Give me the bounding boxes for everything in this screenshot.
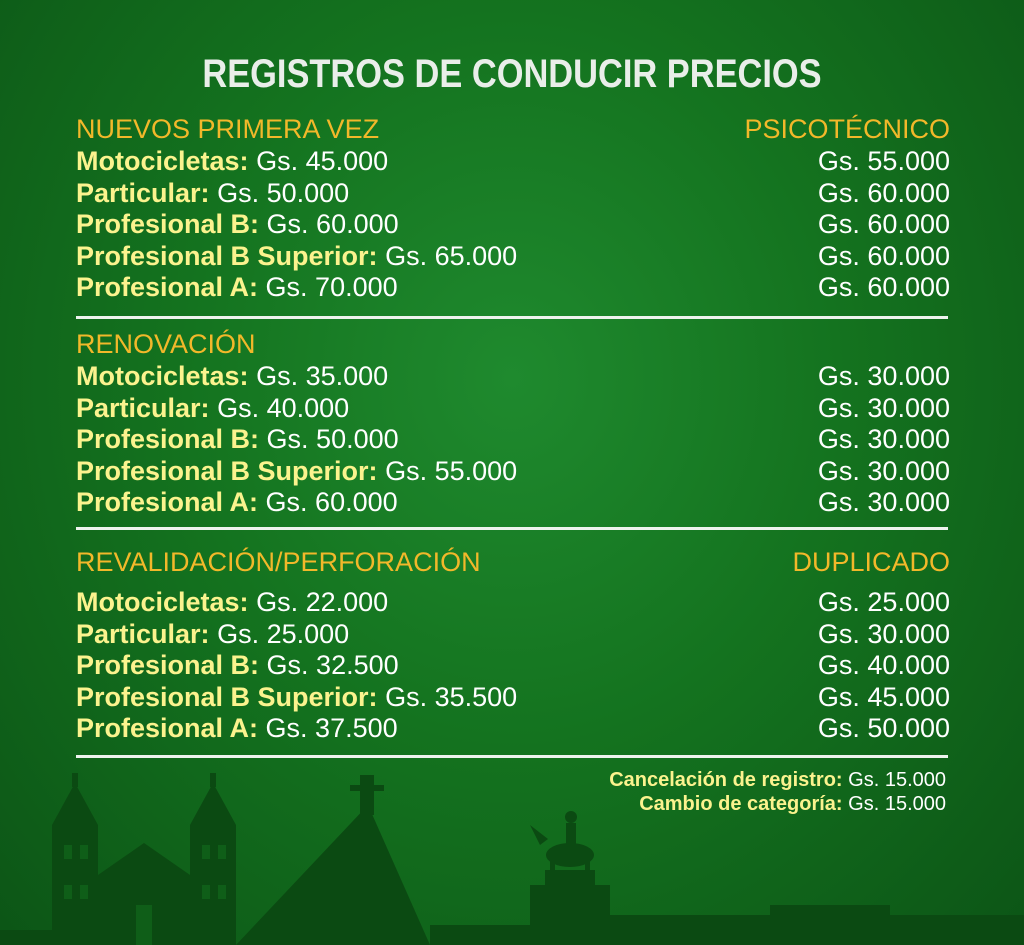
- right-price: Gs. 60.000: [817, 177, 950, 208]
- category-label: Particular:: [76, 177, 210, 208]
- price-row: [76, 272, 950, 304]
- category-price: Gs. 65.000: [385, 240, 518, 271]
- category-price: Gs. 37.500: [265, 713, 398, 743]
- section-divider: [76, 316, 948, 319]
- price-row: [76, 456, 950, 488]
- right-price: Gs. 30.000: [817, 455, 950, 486]
- category-price: Gs. 32.500: [266, 650, 399, 680]
- category-label: Motocicletas:: [76, 146, 249, 176]
- category-label: Particular:: [76, 618, 210, 649]
- category-price: Gs. 50.000: [217, 177, 350, 208]
- category-label: Profesional B Superior:: [76, 455, 378, 486]
- right-price: Gs. 60.000: [817, 240, 950, 271]
- right-price: Gs. 40.000: [817, 650, 950, 680]
- page-title: REGISTROS DE CONDUCIR PRECIOS: [202, 52, 822, 96]
- price-row: [76, 178, 950, 210]
- extra-price: Gs. 15.000: [848, 793, 946, 815]
- price-row: [76, 713, 950, 745]
- section-right-title: PSICOTÉCNICO: [744, 114, 950, 144]
- category-price: Gs. 25.000: [217, 618, 350, 649]
- section-renovacion: [76, 327, 950, 519]
- category-price: Gs. 35.500: [385, 681, 518, 712]
- section-nuevos: [76, 112, 950, 304]
- category-price: Gs. 55.000: [385, 455, 518, 486]
- right-price: Gs. 25.000: [817, 587, 950, 617]
- extra-price: Gs. 15.000: [848, 769, 946, 791]
- category-price: Gs. 50.000: [266, 424, 399, 454]
- price-row: [76, 650, 950, 682]
- section-title: NUEVOS PRIMERA VEZ: [76, 114, 380, 144]
- right-price: Gs. 30.000: [817, 361, 950, 391]
- category-label: Motocicletas:: [76, 587, 249, 617]
- price-row: [76, 424, 950, 456]
- section-title: RENOVACIÓN: [76, 329, 256, 359]
- section-right-title: DUPLICADO: [792, 547, 950, 577]
- section-divider: [76, 527, 948, 530]
- extra-label: Cambio de categoría:: [639, 793, 843, 815]
- right-price: Gs. 30.000: [817, 392, 950, 423]
- price-row: [76, 393, 950, 425]
- right-price: Gs. 30.000: [817, 618, 950, 649]
- category-price: Gs. 45.000: [256, 146, 389, 176]
- section-header: [76, 112, 950, 146]
- section-divider: [76, 755, 948, 758]
- right-price: Gs. 30.000: [817, 424, 950, 454]
- category-price: Gs. 40.000: [217, 392, 350, 423]
- category-price: Gs. 60.000: [265, 487, 398, 517]
- section-header: [76, 327, 950, 361]
- price-row: [76, 209, 950, 241]
- category-label: Profesional B:: [76, 424, 260, 454]
- price-row: [76, 587, 950, 619]
- category-price: Gs. 22.000: [256, 587, 389, 617]
- right-price: Gs. 60.000: [817, 272, 950, 302]
- category-label: Profesional A:: [76, 713, 259, 743]
- category-label: Motocicletas:: [76, 361, 249, 391]
- section-title: REVALIDACIÓN/PERFORACIÓN: [76, 547, 481, 577]
- price-row: [76, 361, 950, 393]
- right-price: Gs. 55.000: [817, 146, 950, 176]
- category-label: Particular:: [76, 392, 210, 423]
- category-label: Profesional B Superior:: [76, 681, 378, 712]
- category-label: Profesional B:: [76, 209, 260, 239]
- price-row: [76, 682, 950, 714]
- right-price: Gs. 45.000: [817, 681, 950, 712]
- category-price: Gs. 70.000: [265, 272, 398, 302]
- section-header: [76, 545, 950, 587]
- category-label: Profesional A:: [76, 487, 259, 517]
- category-label: Profesional A:: [76, 272, 259, 302]
- right-price: Gs. 30.000: [817, 487, 950, 517]
- price-row: [76, 487, 950, 519]
- category-label: Profesional B Superior:: [76, 240, 378, 271]
- city-skyline-illustration: [0, 765, 1024, 945]
- price-row: [76, 619, 950, 651]
- category-price: Gs. 35.000: [256, 361, 389, 391]
- price-row: [76, 146, 950, 178]
- price-row: [76, 241, 950, 273]
- category-price: Gs. 60.000: [266, 209, 399, 239]
- right-price: Gs. 60.000: [817, 209, 950, 239]
- category-label: Profesional B:: [76, 650, 260, 680]
- right-price: Gs. 50.000: [817, 713, 950, 743]
- section-revalidacion: [76, 545, 950, 745]
- extra-label: Cancelación de registro:: [609, 769, 843, 791]
